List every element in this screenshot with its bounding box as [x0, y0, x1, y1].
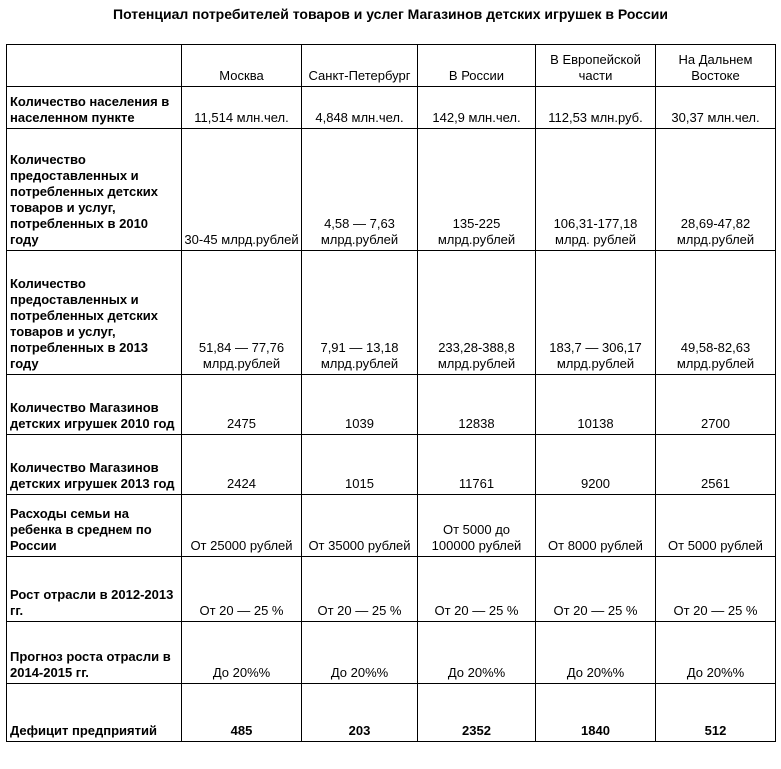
table-row — [7, 495, 776, 557]
table-cell: От 20 — 25 % — [418, 557, 536, 622]
table-cell: 4,848 млн.чел. — [302, 87, 418, 129]
header-empty-cell — [7, 45, 182, 87]
column-header: В Европейской части — [536, 45, 656, 87]
row-label: Расходы семьи на ребенка в среднем по России — [7, 495, 182, 557]
table-cell: 2352 — [418, 684, 536, 742]
table-cell: 2561 — [656, 435, 776, 495]
table-row — [7, 684, 776, 742]
table-cell: 2475 — [182, 375, 302, 435]
table-cell: 106,31-177,18 млрд. рублей — [536, 129, 656, 251]
table-cell: 112,53 млн.руб. — [536, 87, 656, 129]
table-cell: 10138 — [536, 375, 656, 435]
consumer-potential-table — [6, 44, 776, 742]
table-cell: 30,37 млн.чел. — [656, 87, 776, 129]
column-header: В России — [418, 45, 536, 87]
row-label: Количество населения в населенном пункте — [7, 87, 182, 129]
table-row — [7, 375, 776, 435]
table-cell: От 8000 рублей — [536, 495, 656, 557]
table-cell: 4,58 — 7,63 млрд.рублей — [302, 129, 418, 251]
row-label: Количество Магазинов детских игрушек 2010 год — [7, 375, 182, 435]
column-header: Москва — [182, 45, 302, 87]
row-label: Дефицит предприятий — [7, 684, 182, 742]
table-row — [7, 435, 776, 495]
table-cell: 1015 — [302, 435, 418, 495]
header-row — [7, 45, 776, 87]
table-cell: 485 — [182, 684, 302, 742]
column-header: Санкт-Петербург — [302, 45, 418, 87]
table-cell: От 5000 до 100000 рублей — [418, 495, 536, 557]
table-cell: 2424 — [182, 435, 302, 495]
table-cell: 11761 — [418, 435, 536, 495]
table-cell: До 20%% — [418, 622, 536, 684]
table-row — [7, 251, 776, 375]
row-label: Количество предоставленных и потребленных детских товаров и услуг, потребленных в 2013 году — [7, 251, 182, 375]
page-title: Потенциал потребителей товаров и услег Магазинов детских игрушек в России — [113, 6, 668, 22]
table-cell: 49,58-82,63 млрд.рублей — [656, 251, 776, 375]
table-cell: До 20%% — [656, 622, 776, 684]
table-cell: 11,514 млн.чел. — [182, 87, 302, 129]
row-label: Рост отрасли в 2012-2013 гг. — [7, 557, 182, 622]
table-cell: 1840 — [536, 684, 656, 742]
table-cell: 2700 — [656, 375, 776, 435]
table-cell: 512 — [656, 684, 776, 742]
table-cell: От 25000 рублей — [182, 495, 302, 557]
table-cell: 7,91 — 13,18 млрд.рублей — [302, 251, 418, 375]
table-cell: 30-45 млрд.рублей — [182, 129, 302, 251]
table-cell: 135-225 млрд.рублей — [418, 129, 536, 251]
table-cell: 28,69-47,82 млрд.рублей — [656, 129, 776, 251]
table-cell: 9200 — [536, 435, 656, 495]
column-header: На Дальнем Востоке — [656, 45, 776, 87]
table-row — [7, 87, 776, 129]
table-cell: 12838 — [418, 375, 536, 435]
table-row — [7, 622, 776, 684]
row-label: Количество Магазинов детских игрушек 2013 год — [7, 435, 182, 495]
table-cell: До 20%% — [536, 622, 656, 684]
table-cell: До 20%% — [182, 622, 302, 684]
table-cell: 203 — [302, 684, 418, 742]
row-label: Количество предоставленных и потребленных детских товаров и услуг, потребленных в 2010 году — [7, 129, 182, 251]
table-cell: От 20 — 25 % — [302, 557, 418, 622]
table-cell: 183,7 — 306,17 млрд.рублей — [536, 251, 656, 375]
table-cell: От 20 — 25 % — [536, 557, 656, 622]
table-cell: 142,9 млн.чел. — [418, 87, 536, 129]
table-row — [7, 557, 776, 622]
table-cell: От 20 — 25 % — [182, 557, 302, 622]
row-label: Прогноз роста отрасли в 2014-2015 гг. — [7, 622, 182, 684]
table-cell: 51,84 — 77,76 млрд.рублей — [182, 251, 302, 375]
table-row — [7, 129, 776, 251]
table-cell: От 5000 рублей — [656, 495, 776, 557]
table-cell: 233,28-388,8 млрд.рублей — [418, 251, 536, 375]
table-cell: От 20 — 25 % — [656, 557, 776, 622]
table-cell: 1039 — [302, 375, 418, 435]
table-cell: До 20%% — [302, 622, 418, 684]
table-cell: От 35000 рублей — [302, 495, 418, 557]
